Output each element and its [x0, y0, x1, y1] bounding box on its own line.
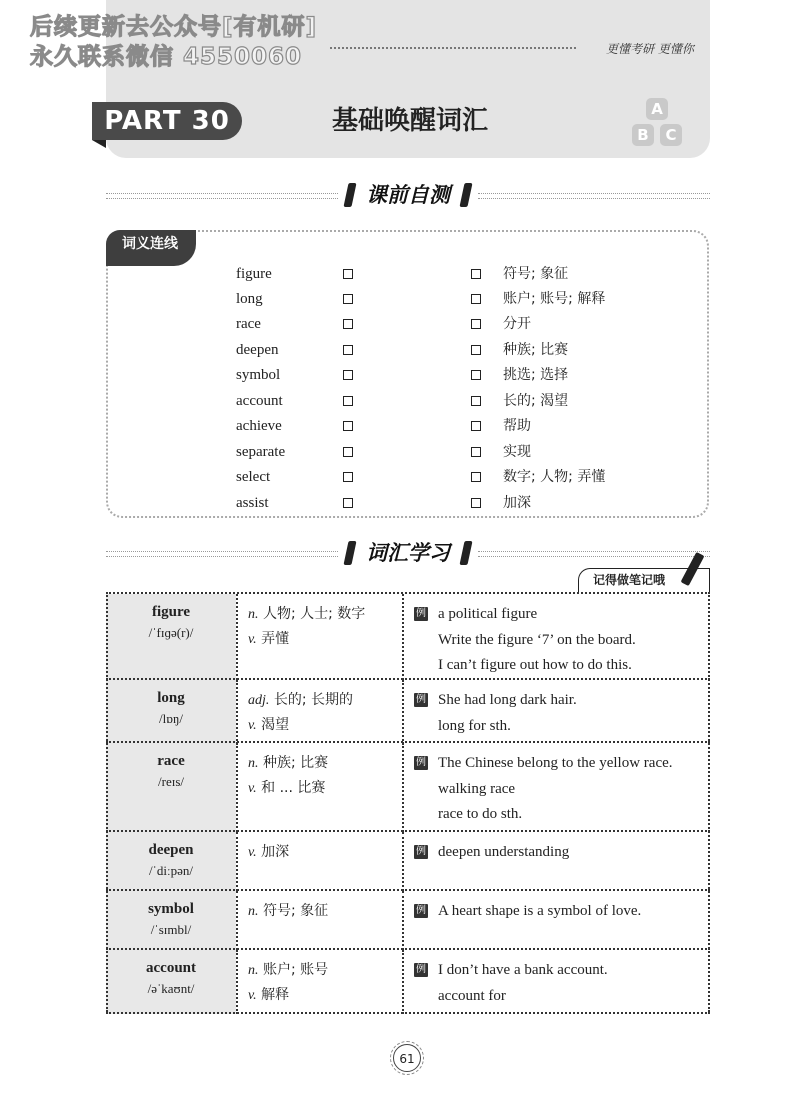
example-sentence: walking race [438, 780, 516, 797]
match-word: deepen [236, 342, 279, 358]
match-checkbox-right[interactable] [471, 498, 481, 508]
definition-text: 长的; 长期的 [273, 692, 354, 708]
vocab-sense [248, 751, 408, 776]
example-icon: 例 [416, 846, 426, 857]
match-checkbox-right[interactable] [471, 370, 481, 380]
vocab-sense [248, 840, 408, 865]
vocab-sense [248, 713, 408, 738]
slogan: 更懂考研 更懂你 [606, 42, 694, 56]
vocab-phonetic: /reɪs/ [158, 774, 184, 789]
vocab-example-cell [416, 751, 708, 828]
match-word: race [236, 316, 261, 332]
example-sentence: I don’t have a bank account. [438, 962, 608, 978]
match-word: separate [236, 444, 286, 460]
page-number: 61 [393, 1044, 421, 1072]
vocab-example-cell [416, 688, 708, 739]
match-word: figure [236, 266, 272, 282]
vocab-definition-cell [248, 751, 408, 801]
match-checkbox-left[interactable] [343, 396, 353, 406]
match-word: long [236, 291, 263, 307]
vocab-table [106, 592, 710, 1012]
vocab-sense [248, 688, 408, 713]
part-of-speech: adj. [248, 693, 270, 708]
vocab-example-cell [416, 899, 708, 925]
example-sentence: a political figure [438, 606, 538, 622]
vocab-sense [248, 627, 408, 652]
table-bottom-border [106, 1012, 710, 1014]
vocab-phonetic: /ˈfɪɡə(r)/ [148, 625, 194, 640]
column-divider [236, 891, 238, 950]
table-left-border [106, 592, 108, 1012]
definition-text: 解释 [261, 987, 290, 1003]
part-of-speech: n. [248, 607, 259, 622]
vocab-row [106, 741, 710, 832]
part-of-speech: n. [248, 756, 259, 771]
match-meaning: 账户; 账号; 解释 [503, 291, 606, 307]
part-of-speech: v. [248, 781, 257, 796]
column-divider [236, 594, 238, 680]
vocab-phonetic: /ˈsɪmbl/ [150, 922, 192, 937]
column-divider [236, 680, 238, 744]
matching-tab: 词义连线 [106, 230, 196, 266]
match-checkbox-right[interactable] [471, 472, 481, 482]
definition-text: 符号; 象征 [262, 903, 329, 919]
example-sentence: deepen understanding [438, 844, 570, 860]
definition-text: 人物; 人士; 数字 [262, 606, 366, 622]
vocab-example-cell [416, 602, 708, 679]
vocab-headword: race [157, 753, 185, 769]
vocab-word-cell [106, 594, 236, 680]
vocab-definition-cell [248, 688, 408, 738]
vocab-phonetic: /ˈdiːpən/ [148, 863, 194, 878]
vocab-word-cell [106, 680, 236, 744]
vocab-word-cell [106, 950, 236, 1014]
match-checkbox-right[interactable] [471, 345, 481, 355]
example-sentence: Write the figure ‘7’ on the board. [438, 631, 636, 648]
example-sentence: account for [438, 987, 506, 1004]
part-of-speech: v. [248, 632, 257, 647]
section-title-pretest: 课前自测 [366, 183, 450, 207]
table-right-border [708, 592, 710, 1012]
match-meaning: 数字; 人物; 弄懂 [503, 469, 606, 485]
definition-text: 种族; 比赛 [262, 755, 329, 771]
vocab-definition-cell [248, 958, 408, 1008]
section-banner-pretest [106, 180, 710, 210]
vocab-sense [248, 983, 408, 1008]
vocab-row [106, 678, 710, 744]
vocab-headword: figure [151, 604, 191, 620]
match-word: symbol [236, 367, 281, 383]
definition-text: 账户; 账号 [262, 962, 329, 978]
vocab-word-cell [106, 743, 236, 832]
part-of-speech: v. [248, 988, 257, 1003]
column-divider [236, 950, 238, 1014]
part-of-speech: n. [248, 904, 259, 919]
match-checkbox-left[interactable] [343, 447, 353, 457]
vocab-phonetic: /əˈkaʊnt/ [147, 981, 195, 996]
match-checkbox-right[interactable] [471, 421, 481, 431]
part-label: PART 30 [92, 102, 242, 140]
match-word: select [236, 469, 271, 485]
vocab-row [106, 592, 710, 680]
column-divider [236, 743, 238, 832]
abc-icon-c: C [660, 124, 682, 146]
vocab-row [106, 830, 710, 891]
match-checkbox-left[interactable] [343, 319, 353, 329]
part-of-speech: v. [248, 845, 257, 860]
section-banner-vocab [106, 538, 710, 568]
vocab-sense [248, 602, 408, 627]
match-word: assist [236, 495, 269, 511]
match-checkbox-right[interactable] [471, 294, 481, 304]
example-icon: 例 [416, 694, 426, 705]
example-icon: 例 [416, 964, 426, 975]
match-word: achieve [236, 418, 282, 434]
section-title-vocab: 词汇学习 [366, 541, 450, 565]
vocab-word-cell [106, 832, 236, 891]
example-icon: 例 [416, 905, 426, 916]
definition-text: 加深 [261, 844, 290, 860]
vocab-word-cell [106, 891, 236, 950]
match-meaning: 符号; 象征 [503, 266, 569, 282]
example-sentence: A heart shape is a symbol of love. [438, 903, 642, 919]
vocab-row [106, 889, 710, 950]
vocab-example-cell [416, 958, 708, 1009]
example-sentence: The Chinese belong to the yellow race. [438, 755, 673, 771]
match-checkbox-left[interactable] [343, 421, 353, 431]
vocab-phonetic: /lɒŋ/ [158, 711, 184, 726]
match-checkbox-right[interactable] [471, 319, 481, 329]
vocab-definition-cell [248, 899, 408, 924]
match-meaning: 帮助 [503, 418, 531, 434]
abc-icon-a: A [646, 98, 668, 120]
vocab-definition-cell [248, 840, 408, 865]
match-checkbox-right[interactable] [471, 447, 481, 457]
match-word: account [236, 393, 283, 409]
example-sentence: I can’t figure out how to do this. [438, 657, 632, 673]
vocab-sense [248, 899, 408, 924]
abc-icon-b: B [632, 124, 654, 146]
vocab-headword: symbol [148, 901, 194, 917]
match-checkbox-left[interactable] [343, 269, 353, 279]
match-meaning: 实现 [503, 444, 531, 460]
vocab-sense [248, 958, 408, 983]
example-icon: 例 [416, 757, 426, 768]
part-of-speech: v. [248, 718, 257, 733]
definition-text: 和 ... 比赛 [261, 780, 326, 796]
example-sentence: long for sth. [438, 717, 511, 734]
note-tab: 记得做笔记哦 [578, 568, 710, 592]
header-dotted-line [330, 47, 576, 49]
match-checkbox-right[interactable] [471, 396, 481, 406]
column-divider [236, 832, 238, 891]
watermark-line-1: 后续更新去公众号[有机研] [30, 14, 318, 40]
vocab-headword: account [146, 960, 196, 976]
vocab-sense [248, 776, 408, 801]
match-checkbox-left[interactable] [343, 345, 353, 355]
vocab-row [106, 948, 710, 1014]
definition-text: 渴望 [261, 717, 290, 733]
match-meaning: 加深 [503, 495, 531, 511]
watermark-line-2: 永久联系微信 4550060 [30, 44, 303, 70]
match-meaning: 长的; 渴望 [503, 393, 569, 409]
match-meaning: 挑选; 选择 [503, 367, 569, 383]
part-of-speech: n. [248, 963, 259, 978]
example-icon: 例 [416, 608, 426, 619]
match-checkbox-left[interactable] [343, 498, 353, 508]
match-checkbox-left[interactable] [343, 294, 353, 304]
match-meaning: 种族; 比赛 [503, 342, 569, 358]
match-checkbox-left[interactable] [343, 472, 353, 482]
vocab-headword: deepen [148, 842, 194, 858]
definition-text: 弄懂 [261, 631, 290, 647]
vocab-headword: long [157, 690, 185, 706]
match-checkbox-left[interactable] [343, 370, 353, 380]
part-label-fold [92, 140, 106, 148]
example-sentence: She had long dark hair. [438, 692, 577, 708]
matching-exercise-box [106, 230, 709, 518]
page-title: 基础唤醒词汇 [331, 106, 488, 136]
match-checkbox-right[interactable] [471, 269, 481, 279]
vocab-example-cell [416, 840, 708, 866]
example-sentence: race to do sth. [438, 806, 523, 822]
vocab-definition-cell [248, 602, 408, 652]
match-meaning: 分开 [503, 316, 531, 332]
